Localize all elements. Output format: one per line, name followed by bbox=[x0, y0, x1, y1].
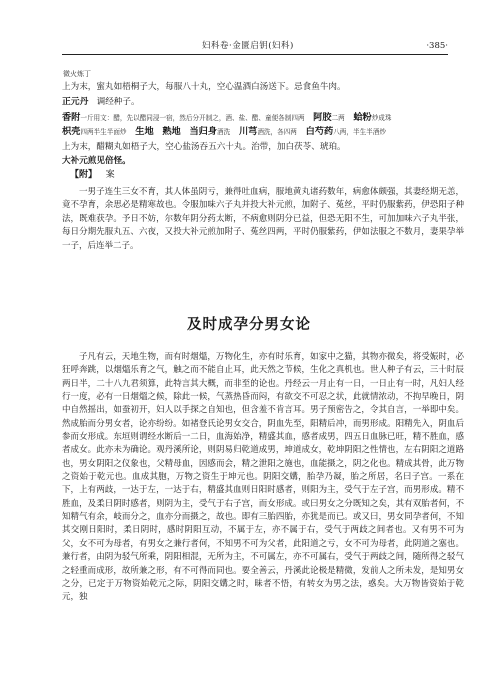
herb-name: 川芎 bbox=[238, 126, 258, 137]
herb-name: 当归身 bbox=[189, 126, 218, 137]
herb-note: 酒洗，各四两 bbox=[257, 128, 297, 136]
herb-note: 一斤用文：醋，先以醋同浸一宿，然后分开制之，酒、盐、醋、童便各制四两 bbox=[80, 114, 305, 122]
running-head-text: 妇科卷·金匮启钥(妇科) bbox=[202, 41, 294, 51]
appendix-word: 案 bbox=[105, 170, 115, 180]
case-record bbox=[62, 186, 464, 253]
appendix-label: 【附】 bbox=[70, 170, 98, 180]
formula-reference-line: 大补元煎见倍怪。 bbox=[62, 156, 131, 166]
herb-name: 生地 bbox=[135, 126, 154, 137]
section-title: 及时成孕分男女论 bbox=[187, 317, 311, 333]
formula-purpose: 调经种子。 bbox=[96, 97, 140, 107]
herb-note: 炒成珠 bbox=[371, 114, 392, 122]
herb-note: 二两 bbox=[331, 114, 345, 122]
formula-usage-line: 上为末，醋糊丸如梧子大，空心盐汤吞五六十丸。治带，加白茯苓、琥珀。 bbox=[62, 142, 346, 152]
page-number: ·385· bbox=[426, 41, 448, 51]
essay-body bbox=[62, 351, 464, 605]
herb-row-2 bbox=[62, 126, 462, 138]
continuation-note: 微火炼丁 bbox=[63, 70, 91, 78]
case-paragraph: 一男子连生三女不育，其人体虽阴亏，兼得吐血病，服地黄丸诸药数年，病愈体颇强，其妻经期无恙，竟不孕育，余思必是精寒故也。令服加味六子丸并投大补元煎，加附子、菟丝，平时仍服紫药，伊恐阳子种法，既难获孕。予日不妨，尔数年阴分药太断，不病愈则阴分已益，但恐无阳不生，可加加味六子丸半张，每日分期先服丸五、六夜，又投大补元煎加附子、菟丝四两，平时仍服紫药，伊如法服之不数月，妻果孕举一子，后连举二子。 bbox=[62, 187, 464, 251]
herb-name: 阿胶 bbox=[313, 112, 332, 123]
formula-prep-line: 上为末，蜜丸如梧桐子大，每服八十丸，空心温酒白汤送下。忌食鱼牛肉。 bbox=[62, 82, 346, 92]
herb-name: 香附 bbox=[62, 112, 81, 123]
herb-name: 熟地 bbox=[162, 126, 181, 137]
formula-name: 正元丹 bbox=[62, 97, 89, 107]
herb-name: 白芍药 bbox=[305, 126, 334, 137]
running-header bbox=[62, 38, 448, 55]
herb-name: 枳壳 bbox=[62, 126, 81, 137]
herb-note: 四两半生半面炒 bbox=[80, 128, 127, 136]
herb-row-1 bbox=[62, 111, 462, 124]
herb-note: 酒洗 bbox=[217, 128, 231, 136]
herb-name: 蛤粉 bbox=[353, 112, 372, 123]
herb-note: 八两，半生半酒炒 bbox=[333, 128, 386, 136]
appendix-heading bbox=[70, 169, 115, 181]
formula-heading bbox=[62, 96, 462, 108]
essay-paragraph: 子凡有云，天地生物，而有时烟熅，万物化生，亦有时乐育，如家中之猫，其物亦微矣，将受娠时，必狂呼奔跳，以烟熅乐育之气，触之而不能自止耳，此天然之节候，生化之真机也。世人种子有云，三十时辰两日半，二十八九君须算，此特言其大概，而非至的论也。丹经云一月止有一日，一日止有一时，凡妇人经行一度，必有一日烟熅之候，除此一候，气蒸热昏而闷，有欲交不可忍之状，此就情浓动，不拘早晚日，阴中自然摇出，如蚕初开，妇人以手探之自知也，但含羞不肯言耳。男子预密告之，令其自言，一举即中矣。然成胎而分男女者，论亦纷纷。如褚登氏论男女交合，阴血先至，阳精后冲，而男形成。阳精先入，阴血后参而女形成。东垣则谓经水断后一二日，血海始净，精盛其血，感者成男，四五日血脉已旺，精不胜血，感者成女。此亦未为确论。观丹溪所论，则阴易归乾道成男，坤道成女，乾坤阴阳之性情也，左右阴阳之道路也，男女阴阳之仪象也，父精母血，因感而会，精之泄阳之施也，血能摄之，阴之化也。精成其骨，此万物之资始于乾元也。血成其胞，万物之资生于坤元也。阴阳交媾，胎孕乃凝，胎之所居，名曰子宫。一系在下，上有两歧，一达于左，一达于右，精盛其血则日阳时感者，则阳为主，受气于左子宫，而男形成。精不胜血，及柔日阴时感者，则阴为主，受气于右子宫，而女形成。或曰男女之分既知之矣，其有双胎者何，不知精气有余，岐而分之，血亦分而摄之，故也。即有三胎四胎，亦犹是而已。或又曰，男女同孕者何，不知其交刚日阳时，柔日阴时，感时阴阳互动，不属于左，亦不属于右，受气于两歧之间者也。又有男不可为父，女不可为母者，有男女之兼行者何，不知男不可为父者，此阳道之亏，女不可为母者，此阴道之塞也。兼行者，由阴为驳气所乘，阴阳相混，无所为主，不可属左，亦不可属右，受气于两歧之间，随所得之驳气之轻重而成形，故所兼之形，有不可得而同也。要全善云，丹溪此论极是精微，发前人之所未发，是知男女之分，已定于万物资始乾元之际，阴阳交媾之时，昧者不悟，有转女为男之法，惑矣。大万物皆资始于乾元，独 bbox=[62, 352, 464, 603]
